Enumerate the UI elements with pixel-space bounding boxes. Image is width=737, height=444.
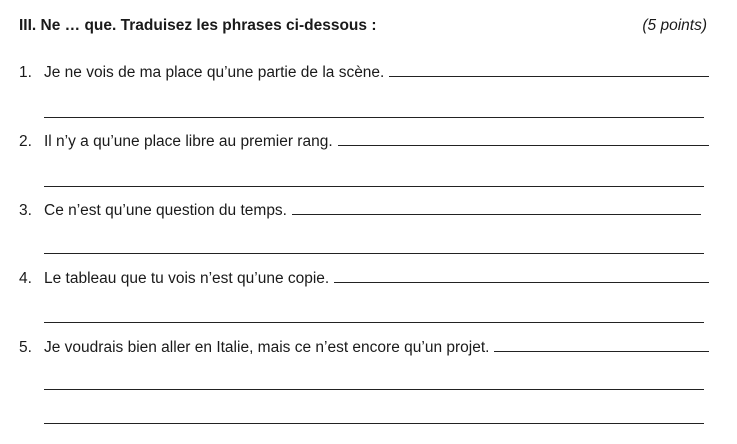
answer-blank[interactable] [334, 268, 709, 283]
exercise-item-4 [19, 268, 709, 290]
sentence-text: Le tableau que tu vois n’est qu’une copie. [44, 270, 330, 287]
sentence-row [44, 62, 709, 84]
exercise-item-3 [19, 200, 709, 222]
points-label: (5 points) [642, 17, 707, 34]
sentence-text: Ce n’est qu’une question du temps. [44, 202, 287, 219]
sentence-row [44, 200, 701, 222]
item-number: 2. [19, 133, 32, 150]
answer-line[interactable] [44, 117, 704, 118]
answer-line[interactable] [44, 423, 704, 424]
answer-blank[interactable] [389, 62, 709, 77]
sentence-row [44, 268, 709, 290]
answer-line[interactable] [44, 322, 704, 323]
item-number: 4. [19, 270, 32, 287]
sentence-text: Je voudrais bien aller en Italie, mais ce n’est encore qu’un projet. [44, 339, 490, 356]
exercise-title: III. Ne … que. Traduisez les phrases ci-dessous : [19, 17, 377, 34]
exercise-header [19, 15, 709, 37]
answer-blank[interactable] [494, 337, 709, 352]
sentence-text: Il n’y a qu’une place libre au premier rang. [44, 133, 333, 150]
exercise-item-2 [19, 131, 709, 153]
answer-blank[interactable] [338, 131, 709, 146]
item-number: 5. [19, 339, 32, 356]
answer-line[interactable] [44, 186, 704, 187]
answer-line[interactable] [44, 253, 704, 254]
sentence-row [44, 337, 709, 359]
answer-blank[interactable] [292, 200, 701, 215]
answer-line[interactable] [44, 389, 704, 390]
exercise-item-1 [19, 62, 709, 84]
exercise-item-5 [19, 337, 709, 359]
item-number: 1. [19, 64, 32, 81]
sentence-text: Je ne vois de ma place qu’une partie de la scène. [44, 64, 385, 81]
item-number: 3. [19, 202, 32, 219]
sentence-row [44, 131, 709, 153]
